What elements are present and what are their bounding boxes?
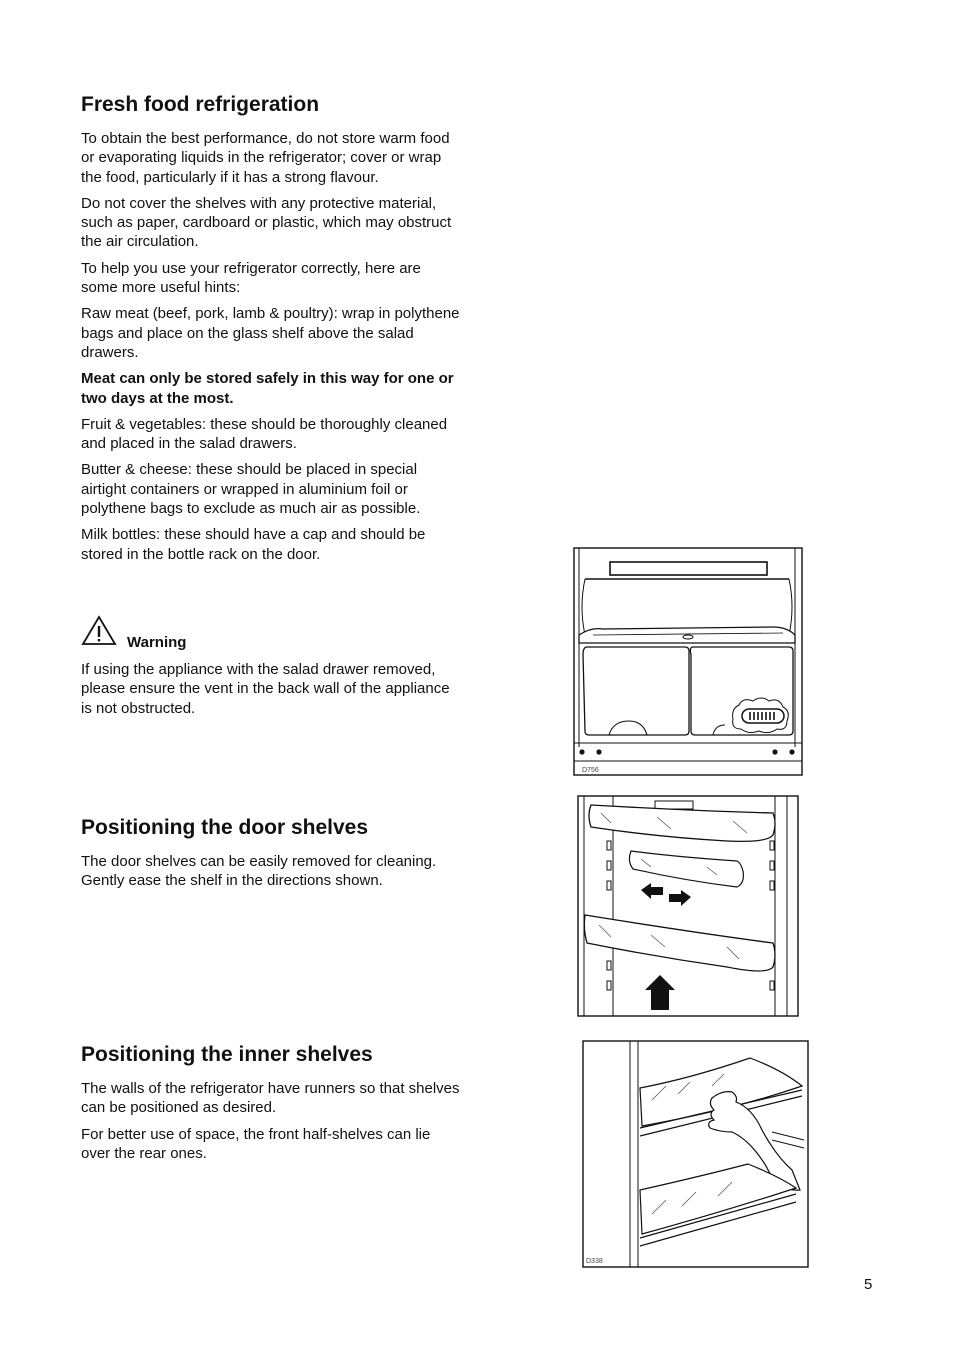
door-shelves-heading: Positioning the door shelves [81, 816, 369, 839]
inner-shelves-heading: Positioning the inner shelves [81, 1043, 373, 1066]
fresh-food-paragraph: Butter & cheese: these should be placed in special airtight containers or wrapped in aluminium foil or polythene bags to exclude as much air as possible. [81, 461, 421, 518]
inner-shelves-figure [582, 1040, 810, 1269]
fresh-food-paragraph: Raw meat (beef, pork, lamb & poultry): wrap in polythene bags and place on the glass shelf above the salad drawers. [81, 305, 460, 361]
fresh-food-paragraph: Do not cover the shelves with any protective material, such as paper, cardboard or plastic, which may obstruct the air circulation. [81, 194, 452, 251]
warning-header [81, 620, 461, 652]
door-shelves-text: The door shelves can be easily removed for cleaning. Gently ease the shelf in the directions shown. [81, 853, 437, 890]
fresh-food-section [81, 92, 461, 571]
meat-storage-note: Meat can only be stored safely in this way for one or two days at the most. [81, 370, 454, 407]
warning-label: Warning [127, 634, 187, 651]
door-shelves-figure [577, 795, 800, 1018]
inner-shelves-section [81, 1042, 461, 1170]
salad-drawer-figure-code: D756 [582, 767, 599, 774]
inner-shelves-paragraph: The walls of the refrigerator have runners so that shelves can be positioned as desired. [81, 1080, 460, 1117]
warning-section [81, 620, 461, 718]
inner-shelves-figure-code: D338 [586, 1258, 603, 1265]
door-shelves-section [81, 815, 461, 891]
fresh-food-paragraph: Fruit & vegetables: these should be thoroughly cleaned and placed in the salad drawers. [81, 415, 448, 453]
fresh-food-paragraph: To help you use your refrigerator correctly, here are some more useful hints: [81, 259, 421, 297]
warning-triangle-icon [81, 615, 117, 652]
inner-shelves-paragraph: For better use of space, the front half-shelves can lie over the rear ones. [81, 1125, 431, 1162]
fresh-food-paragraph: To obtain the best performance, do not store warm food or evaporating liquids in the refrigerator; cover or wrap the food, particularly if it has a strong flavour. [81, 130, 450, 186]
warning-text: If using the appliance with the salad drawer removed, please ensure the vent in the back wall of the appliance is not obstructed. [81, 661, 450, 717]
salad-drawer-figure [573, 547, 803, 777]
fresh-food-heading: Fresh food refrigeration [81, 93, 320, 116]
page-number: 5 [864, 1276, 873, 1293]
fresh-food-paragraph: Milk bottles: these should have a cap and should be stored in the bottle rack on the door. [81, 526, 426, 563]
